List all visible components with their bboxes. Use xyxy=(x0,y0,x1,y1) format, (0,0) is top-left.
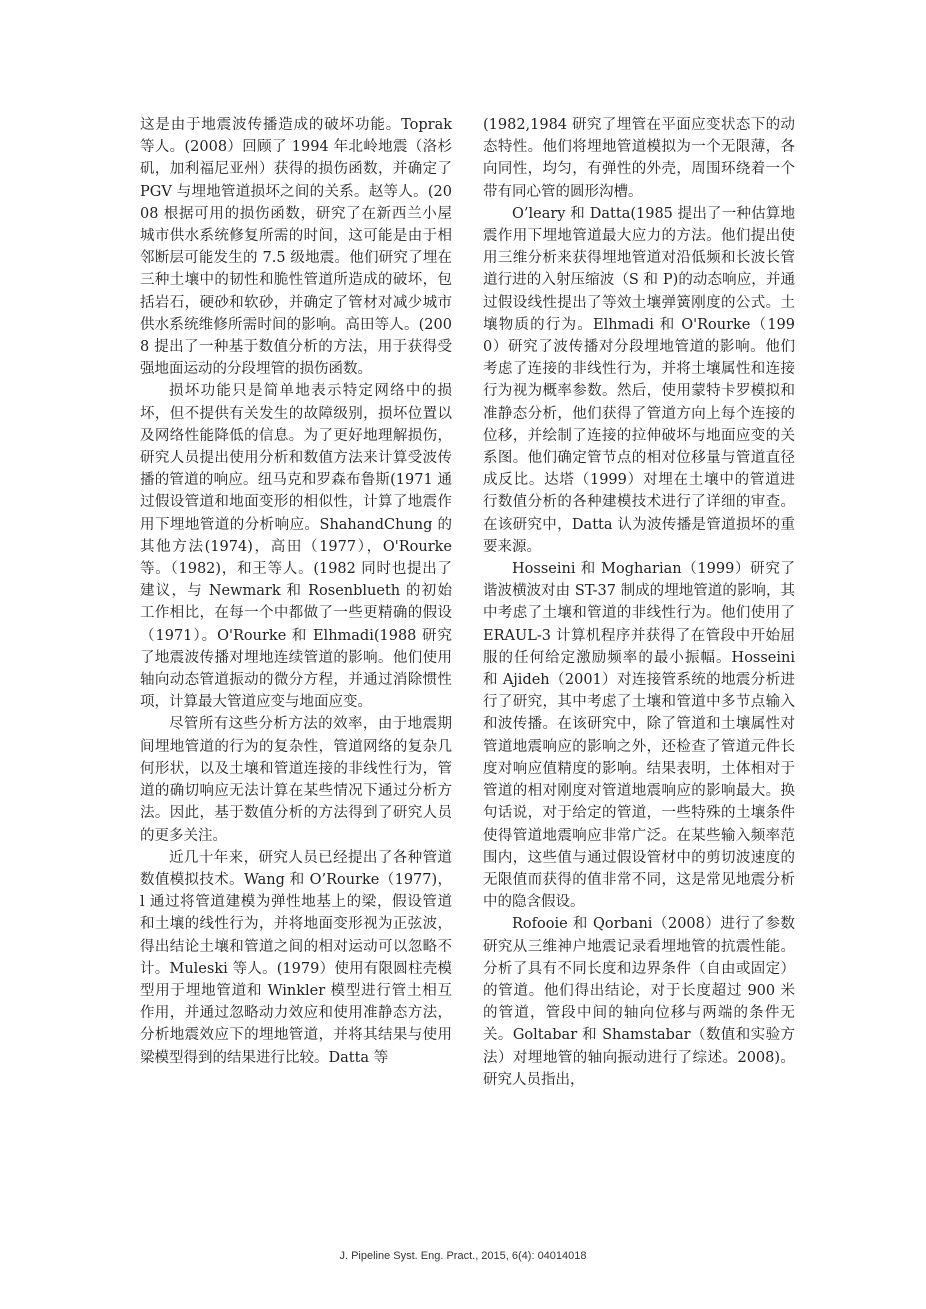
paragraph: Hosseini 和 Mogharian（1999）研究了谐波横波对由 ST-37 制成的埋地管道的影响，其中考虑了土壤和管道的非线性行为。他们使用了 ERAUL-3 计算机程序并获得了在管段中开始屈服的任何给定激励频率的最小振幅。Hosseini 和 Ajideh（2001）对连接管系统的地震分析进行了研究，其中考虑了土壤和管道中多节点输入和波传播。在该研究中，除了管道和土壤属性对管道地震响应的影响之外，还检查了管道元件长度对响应值精度的影响。结果表明，土体相对于管道的相对刚度对管道地震响应的影响最大。换句话说，对于给定的管道，一些特殊的土壤条件使得管道地震响应非常广泛。在某些输入频率范围内，这些值与通过假设管材中的剪切波速度的无限值而获得的值非常不同，这是常见地震分析中的隐含假设。 xyxy=(483,561,795,911)
right-column xyxy=(483,114,795,1091)
paragraph: 损坏功能只是简单地表示特定网络中的损坏，但不提供有关发生的故障级别，损坏位置以及网络性能降低的信息。为了更好地理解损伤，研究人员提出使用分析和数值方法来计算受波传播的管道的响应。纽马克和罗森布鲁斯(1971 通过假设管道和地面变形的相似性，计算了地震作用下埋地管道的分析响应。ShahandChung 的其他方法(1974)，高田（1977），O'Rourke 等。（1982)，和王等人。(1982 同时也提出了建议，与 Newmark 和 Rosenblueth 的初始工作相比，在每一个中都做了一些更精确的假设（1971）。O'Rourke 和 Elhmadi(1988 研究了地震波传播对埋地连续管道的影响。他们使用轴向动态管道振动的微分方程，并通过消除惯性项，计算最大管道应变与地面应变。 xyxy=(140,383,452,711)
paragraph: Rofooie 和 Qorbani（2008）进行了参数研究从三维神户地震记录看埋地管的抗震性能。分析了具有不同长度和边界条件（自由或固定）的管道。他们得出结论，对于长度超过 900 米的管道，管段中间的轴向位移与两端的条件无关。Goltabar 和 Shamstabar（数值和实验方法）对埋地管的轴向振动进行了综述。2008)。研究人员指出， xyxy=(483,916,795,1088)
paragraph: 近几十年来，研究人员已经提出了各种管道数值模拟技术。Wang 和 O’Rourke（1977)，l 通过将管道建模为弹性地基上的梁，假设管道和土壤的线性行为，并将地面变形视为正弦波，得出结论土壤和管道之间的相对运动可以忽略不计。Muleski 等人。(1979）使用有限圆柱壳模型用于埋地管道和 Winkler 模型进行管土相互作用，并通过忽略动力效应和使用准静态方法，分析地震效应下的埋地管道，并将其结果与使用梁模型得到的结果进行比较。Datta 等 xyxy=(140,849,452,1066)
left-column xyxy=(140,114,452,1069)
paragraph: 这是由于地震波传播造成的破坏功能。Toprak 等人。(2008）回顾了 1994 年北岭地震（洛杉矶，加利福尼亚州）获得的损伤函数，并确定了 PGV 与埋地管道损坏之间的关系。赵等人。(2008 根据可用的损伤函数，研究了在新西兰小屋城市供水系统修复所需的时间，这可能是由于相邻断层可能发生的 7.5 级地震。他们研究了埋在三种土壤中的韧性和脆性管道所造成的破坏，包括岩石，硬砂和软砂，并确定了管材对减少城市供水系统维修所需时间的影响。高田等人。(2008 提出了一种基于数值分析的方法，用于获得受强地面运动的分段埋管的损伤函数。 xyxy=(140,117,452,378)
paragraph: O’leary 和 Datta(1985 提出了一种估算地震作用下埋地管道最大应力的方法。他们提出使用三维分析来获得埋地管道对沿低频和长波长管道行进的入射压缩波（S 和 P)的动态响应，并通过假设线性提出了等效土壤弹簧刚度的公式。土壤物质的行为。Elhmadi 和 O'Rourke（1990）研究了波传播对分段埋地管道的影响。他们考虑了连接的非线性行为，并将土壤属性和连接行为视为概率参数。然后，使用蒙特卡罗模拟和准静态分析，他们获得了管道方向上每个连接的位移，并绘制了连接的拉伸破坏与地面应变的关系图。他们确定管节点的相对位移量与管道直径成反比。达塔（1999）对埋在土壤中的管道进行数值分析的各种建模技术进行了详细的审查。在该研究中，Datta 认为波传播是管道损坏的重要来源。 xyxy=(483,205,795,555)
paragraph: 尽管所有这些分析方法的效率，由于地震期间埋地管道的行为的复杂性，管道网络的复杂几何形状，以及土壤和管道连接的非线性行为，管道的确切响应无法计算在某些情况下通过分析方法。因此，基于数值分析的方法得到了研究人员的更多关注。 xyxy=(140,716,452,844)
paragraph: (1982,1984 研究了埋管在平面应变状态下的动态特性。他们将埋地管道模拟为一个无限薄，各向同性，均匀，有弹性的外壳，周围环绕着一个带有同心管的圆形沟槽。 xyxy=(483,117,795,200)
journal-citation-footer: J. Pipeline Syst. Eng. Pract., 2015, 6(4): 04014018 xyxy=(339,1250,587,1262)
